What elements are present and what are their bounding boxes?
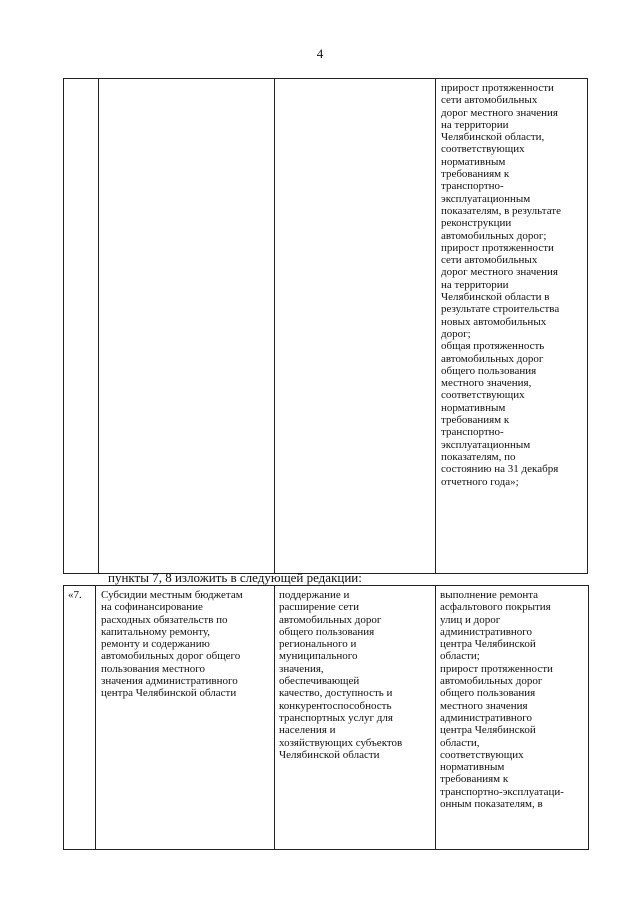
cell-line: улиц и дорог [440, 613, 501, 626]
column-divider [98, 79, 99, 573]
cell-line: результате строительства [441, 303, 560, 316]
cell-line: поддержание и [279, 589, 350, 601]
cell-line: на территории [441, 278, 509, 291]
cell-line: местного значения [440, 699, 528, 712]
cell-line: административного [440, 625, 533, 638]
indicators-cell [441, 82, 585, 488]
cell-line: транспортно- [441, 180, 504, 193]
cell-line: сети автомобильных [441, 94, 538, 107]
subsidy-name-cell [101, 589, 272, 700]
cell-line: общая протяженность [441, 340, 545, 353]
page-number: 4 [316, 46, 324, 61]
cell-line: показателям, по [441, 450, 516, 463]
cell-line: капитальному ремонту, [101, 625, 211, 638]
cell-line: асфальтового покрытия [440, 601, 551, 614]
cell-line: регионального и [279, 638, 357, 651]
cell-line: обеспечивающей [279, 675, 360, 688]
cell-line: автомобильных дорог [441, 352, 544, 365]
cell-line: транспортно-эксплуатаци- [440, 785, 564, 798]
cell-line: центра Челябинской [440, 724, 536, 737]
table-items-7-8 [63, 585, 589, 850]
cell-line: расширение сети [279, 601, 360, 614]
cell-line: качество, доступность и [279, 687, 393, 700]
cell-line: прирост протяженности [441, 241, 554, 254]
indicators-cell [440, 589, 586, 810]
cell-line: транспортно- [441, 426, 504, 439]
cell-line: выполнение ремонта [440, 589, 539, 601]
cell-line: требованиям к [440, 773, 509, 786]
cell-line: местного значения, [441, 377, 532, 390]
column-divider [95, 586, 96, 849]
cell-line: состоянию на 31 декабря [441, 463, 559, 476]
cell-line: автомобильных дорог [279, 613, 382, 626]
cell-line: области, [440, 736, 480, 749]
cell-line: требованиям к [441, 414, 510, 427]
cell-line: онным показателям, в [440, 798, 543, 811]
column-divider [435, 586, 436, 849]
column-divider [274, 586, 275, 849]
cell-line: транспортных услуг для [279, 711, 393, 724]
table-continuation [63, 78, 588, 574]
column-divider [274, 79, 275, 573]
cell-line: Челябинской области в [441, 291, 550, 304]
cell-line: дорог; [441, 327, 471, 340]
cell-line: хозяйствующих субъектов [279, 736, 403, 749]
cell-line: административного [440, 711, 533, 724]
cell-line: населения и [279, 724, 336, 737]
cell-line: эксплуатационным [441, 438, 531, 451]
cell-line: автомобильных дорог; [441, 229, 547, 242]
cell-line: пользования местного [101, 662, 205, 675]
cell-line: центра Челябинской [440, 638, 536, 651]
cell-line: отчетного года»; [441, 475, 519, 488]
cell-line: прирост протяженности [441, 82, 554, 94]
cell-line: области; [440, 650, 480, 663]
cell-line: дорог местного значения [441, 106, 558, 119]
cell-line: общего пользования [440, 687, 536, 700]
cell-line: нормативным [441, 401, 506, 414]
cell-line: дорог местного значения [441, 266, 558, 279]
cell-line: Челябинской области [279, 748, 380, 761]
cell-line: новых автомобильных [441, 315, 547, 328]
cell-line: общего пользования [441, 364, 537, 377]
cell-line: Субсидии местным бюджетам [101, 589, 243, 601]
cell-line: муниципального [279, 650, 358, 663]
cell-line: ремонту и содержанию [101, 638, 210, 651]
cell-line: требованиям к [441, 168, 510, 181]
cell-line: центра Челябинской области [101, 687, 237, 700]
cell-line: соответствующих [440, 748, 524, 761]
cell-line: показателям, в результате [441, 204, 561, 217]
cell-line: расходных обязательств по [101, 613, 228, 626]
cell-line: общего пользования [279, 625, 375, 638]
cell-line: значения, [279, 662, 324, 675]
goal-cell [279, 589, 433, 761]
cell-line: соответствующих [441, 143, 525, 156]
cell-line: сети автомобильных [441, 254, 538, 267]
cell-line: реконструкции [441, 217, 512, 230]
amendment-intro: пункты 7, 8 изложить в следующей редакции: [108, 570, 362, 585]
cell-line: прирост протяженности [440, 662, 553, 675]
cell-line: на территории [441, 118, 509, 131]
cell-line: автомобильных дорог общего [101, 650, 241, 663]
item-number-cell: «7. [68, 589, 82, 601]
cell-line: нормативным [441, 155, 506, 168]
column-divider [435, 79, 436, 573]
cell-line: значения административного [101, 675, 238, 688]
cell-line: на софинансирование [101, 601, 203, 614]
cell-line: эксплуатационным [441, 192, 531, 205]
cell-line: Челябинской области, [441, 131, 545, 144]
cell-line: соответствующих [441, 389, 525, 402]
cell-line: автомобильных дорог [440, 675, 543, 688]
cell-line: конкурентоспособность [279, 699, 392, 712]
cell-line: нормативным [440, 761, 505, 774]
